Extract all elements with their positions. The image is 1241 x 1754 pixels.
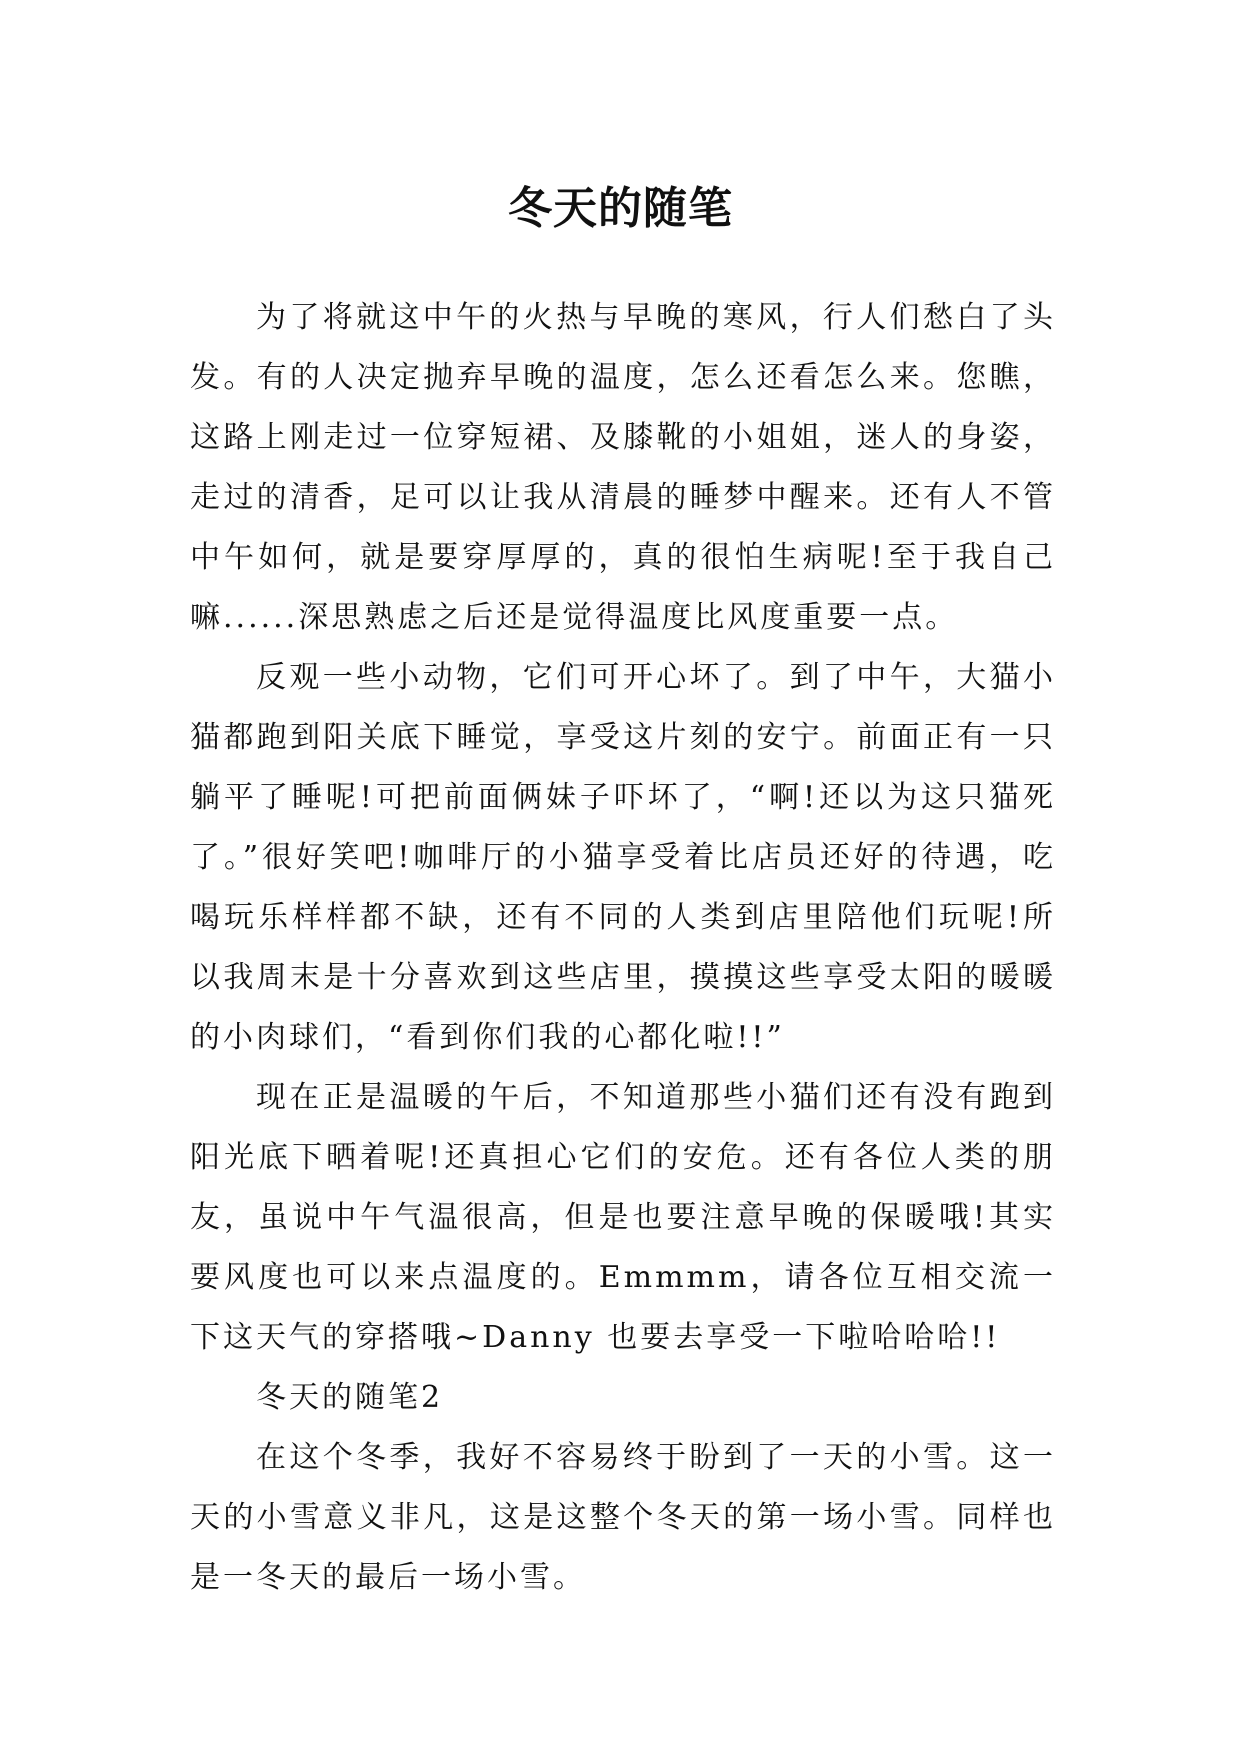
paragraph-3: 现在正是温暖的午后，不知道那些小猫们还有没有跑到阳光底下晒着呢!还真担心它们的安危。还有各位人类的朋友，虽说中午气温很高，但是也要注意早晚的保暖哦!其实要风度也可以来点温度的。Emmmm，请各位互相交流一下这天气的穿搭哦~Danny 也要去享受一下啦哈哈哈!! [190, 1080, 1056, 1355]
paragraph-2: 反观一些小动物，它们可开心坏了。到了中午，大猫小猫都跑到阳关底下睡觉，享受这片刻的安宁。前面正有一只躺平了睡呢!可把前面俩妹子吓坏了，“啊!还以为这只猫死了。”很好笑吧!咖啡厅的小猫享受着比店员还好的待遇，吃喝玩乐样样都不缺，还有不同的人类到店里陪他们玩呢!所以我周末是十分喜欢到这些店里，摸摸这些享受太阳的暖暖的小肉球们，“看到你们我的心都化啦!!” [190, 660, 1056, 1055]
section-heading: 冬天的随笔2 [256, 1380, 444, 1415]
paragraph-1: 为了将就这中午的火热与早晚的寒风，行人们愁白了头发。有的人决定抛弃早晚的温度，怎么还看怎么来。您瞧，这路上刚走过一位穿短裙、及膝靴的小姐姐，迷人的身姿，走过的清香，足可以让我从清晨的睡梦中醒来。还有人不管中午如何，就是要穿厚厚的，真的很怕生病呢!至于我自己嘛......深思熟虑之后还是觉得温度比风度重要一点。 [190, 300, 1056, 635]
page-title: 冬天的随笔 [508, 183, 733, 235]
paragraph-4: 在这个冬季，我好不容易终于盼到了一天的小雪。这一天的小雪意义非凡，这是这整个冬天的第一场小雪。同样也是一冬天的最后一场小雪。 [190, 1440, 1056, 1595]
document-body [190, 288, 1056, 1608]
